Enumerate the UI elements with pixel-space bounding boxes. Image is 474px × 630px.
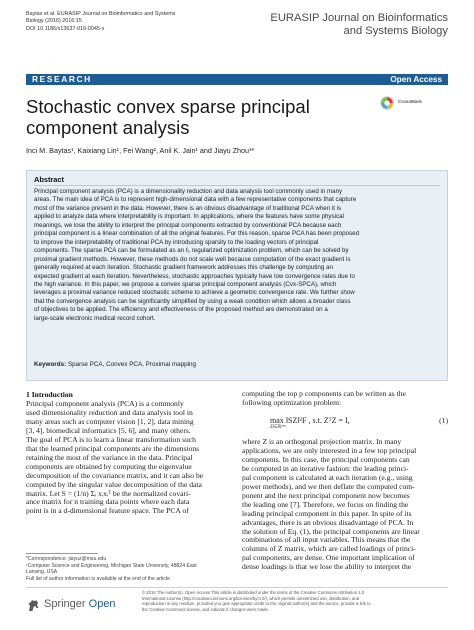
abstract-line: proximal gradient methods. However, these methods do not scale well because computation of the exact gradient is [34, 255, 351, 263]
article-title-line-1: Stochastic convex sparse principal [26, 96, 310, 117]
body-line: power methods), and we then deflate the computed com- [242, 481, 415, 491]
keywords [34, 361, 196, 368]
crossmark-label: CrossMark [398, 99, 422, 104]
springer-word: Springer [44, 598, 86, 610]
author-info-note: Full list of author information is available at the end of the article [26, 575, 170, 582]
body-line: [3, 4], biomedical informatics [5, 6], and many others. [26, 425, 191, 435]
abstract-line: most of the variance present in the data. However, there is an obvious disadvantage of traditional PCA when it is [34, 204, 342, 212]
license-line: © 2016 The Author(s). Open Access This article is distributed under the terms of the Creative Commons Attribution 4.0 [142, 590, 365, 595]
body-line: point is in a d-dimensional feature space. The PCA of [26, 506, 189, 516]
body-line: leading principal component in this paper. In spite of its [242, 508, 412, 518]
abstract-line: expected gradient at each iteration. Nevertheless, stochastic approaches typically have low convergence rates due to [34, 272, 355, 280]
springer-open-wordmark [44, 598, 116, 610]
abstract-line: Principal component analysis (PCA) is a dimensionality reduction and data analysis tool commonly used in many [34, 188, 343, 195]
equation-1 [270, 412, 448, 434]
body-line: applications, we are only interested in a few top principal [242, 445, 417, 455]
body-line: following optimization problem: [242, 397, 342, 407]
affiliation-line: ¹Computer Science and Engineering, Michigan State University, 48824 East [26, 562, 197, 569]
body-line: retaining the most of the variance in the data. Principal [26, 452, 193, 462]
abstract-line: to improve the interpretability of traditional PCA by introducing sparsity to the loading vectors of principal [34, 238, 319, 246]
springer-open-logo [26, 596, 136, 616]
body-right-column-top [242, 390, 448, 408]
keywords-value: Sparse PCA, Convex PCA, Proximal mapping [67, 361, 197, 368]
license-line: International License (http://creativecommons.org/licenses/by/4.0/), which permits unrestricted use, distribution, and [142, 595, 360, 601]
abstract-line: components. The sparse PCA can be formulated as an ℓ₁ regularized optimization problem, which can be solved by [34, 247, 349, 255]
abstract-line: principal component is a linear combination of all the original features. For this reason, sparse PCA has been proposed [34, 230, 360, 238]
doi-link[interactable]: DOI 10.1186/s13637-016-0045-x [26, 25, 105, 32]
keywords-label: Keywords: [34, 361, 67, 368]
journal-name [228, 12, 448, 38]
body-right-column [242, 438, 448, 572]
license-line: the Creative Commons license, and indicate if changes were made. [142, 606, 270, 612]
body-line: ponent and the next principal component now becomes [242, 490, 410, 500]
crossmark-badge[interactable] [380, 96, 450, 108]
crossmark-icon [380, 96, 394, 110]
body-line: ance matrix for n training data points where each data [26, 497, 190, 507]
body-line: the leading one [7]. Therefore, we focus on finding the [242, 499, 409, 509]
article-type-bar [26, 74, 448, 85]
open-word: Open [88, 598, 116, 610]
body-line: computing the top p components can be written as the [242, 389, 406, 398]
body-line: that the learned principal components are the dimensions [26, 443, 200, 453]
author-list: Inci M. Baytas¹, Kaixiang Lin¹, Fei Wang², Anil K. Jain¹ and Jiayu Zhou¹* [26, 146, 255, 155]
footnotes [26, 556, 234, 582]
body-line: components. In this case, the principal components can [242, 454, 410, 464]
body-line: pal component is calculated at each iteration (e.g., using [242, 472, 413, 482]
equation-subscript: Z∈ℝᵈˣᵖ [270, 425, 286, 430]
citation-line-1: Baytas et al. EURASIP Journal on Bioinformatics and Systems [26, 11, 176, 17]
abstract-line: the high variance. In this paper, we propose a convex sparse principal component analysis (Cvx-SPCA), which [34, 280, 337, 288]
body-line: the solution of Eq. (1), the principal components are linear [242, 526, 420, 536]
footer-divider [26, 587, 448, 588]
affiliation-line: Lansing, USA [26, 569, 58, 575]
body-line: many areas such as computer vision [1, 2], data mining [26, 416, 194, 426]
correspondence-email[interactable]: *Correspondence: jiayuz@msu.edu [26, 556, 107, 562]
article-title [26, 97, 366, 138]
abstract-line: that the convergence analysis can be significantly simplified by using a weak condition which allows a broader class [34, 297, 351, 305]
abstract-box [26, 170, 448, 381]
body-line: where Z is an orthogonal projection matrix. In many [242, 437, 402, 446]
body-line: columns of Z matrix, which are called loadings of princi- [242, 544, 416, 554]
body-line: computed by the singular value decomposition of the data [26, 479, 202, 489]
equation-number: (1) [439, 416, 448, 425]
springer-horse-icon [26, 598, 41, 613]
abstract-line: generally required at each iteration. Stochastic gradient framework addresses this challenge by computing an [34, 264, 333, 272]
citation-line-2: Biology (2016) 2016:15 [26, 18, 82, 25]
abstract-line: areas. The main idea of PCA is to represent high-dimensional data with a few representative components that capture [34, 196, 357, 204]
abstract-text [34, 188, 440, 323]
abstract-line: of objectives to be applied. The efficiency and effectiveness of the proposed method are demonstrated on a [34, 306, 328, 314]
body-line: combinations of all input variables. This means that the [242, 535, 411, 545]
body-line: used dimensionality reduction and data analysis tool in [26, 407, 193, 417]
body-line: The goal of PCA is to learn a linear transformation such [26, 434, 196, 444]
body-line: Principal component analysis (PCA) is a commonly [26, 399, 184, 408]
body-line: be computed in an iterative fashion: the leading princi- [242, 463, 409, 473]
body-line: components are obtained by computing the eigenvalue [26, 461, 192, 471]
abstract-line: applied to analyze data where interpretability is important. In applications, where the features have some physical [34, 213, 344, 221]
body-line: advantages, there is an obvious disadvantage of PCA. In [242, 517, 414, 527]
open-access-label: Open Access [390, 75, 442, 84]
article-type-label: RESEARCH [32, 74, 92, 84]
abstract-divider [34, 185, 440, 186]
journal-name-line-2: and Systems Biology [343, 25, 448, 37]
abstract-line: large-scale electronic medical record cohort. [34, 314, 156, 322]
footnote-divider [26, 553, 98, 554]
citation-header [26, 11, 256, 33]
body-line: pal components, are dense. One important implication of [242, 553, 415, 563]
body-line: dense loadings is that we lose the ability to interpret the [242, 562, 412, 572]
abstract-line: leverages a proximal variance reduced stochastic scheme to achieve a geometric convergence rate. We further show [34, 289, 355, 297]
equation-expression: max ‖SZ‖²F , s.t. ZᵀZ = I, [270, 416, 350, 425]
license-text [142, 590, 448, 612]
body-line: decomposition of the covariance matrix, and it can also be [26, 470, 204, 480]
journal-name-line-1: EURASIP Journal on Bioinformatics [270, 12, 448, 24]
license-line: reproduction in any medium, provided you give appropriate credit to the original author(s) and the source, provide a link to [142, 601, 371, 607]
body-left-column [26, 400, 234, 516]
section-title: 1 Introduction [26, 390, 73, 399]
abstract-heading: Abstract [34, 175, 64, 184]
article-title-line-2: component analysis [26, 116, 190, 138]
body-line: matrix. Let S = (1/n) Σᵢ xᵢxᵢᵀ be the normalized covari- [26, 488, 191, 498]
abstract-line: meanings, we lose the ability to interpret the principal components extracted by conventional PCA because each [34, 221, 342, 229]
